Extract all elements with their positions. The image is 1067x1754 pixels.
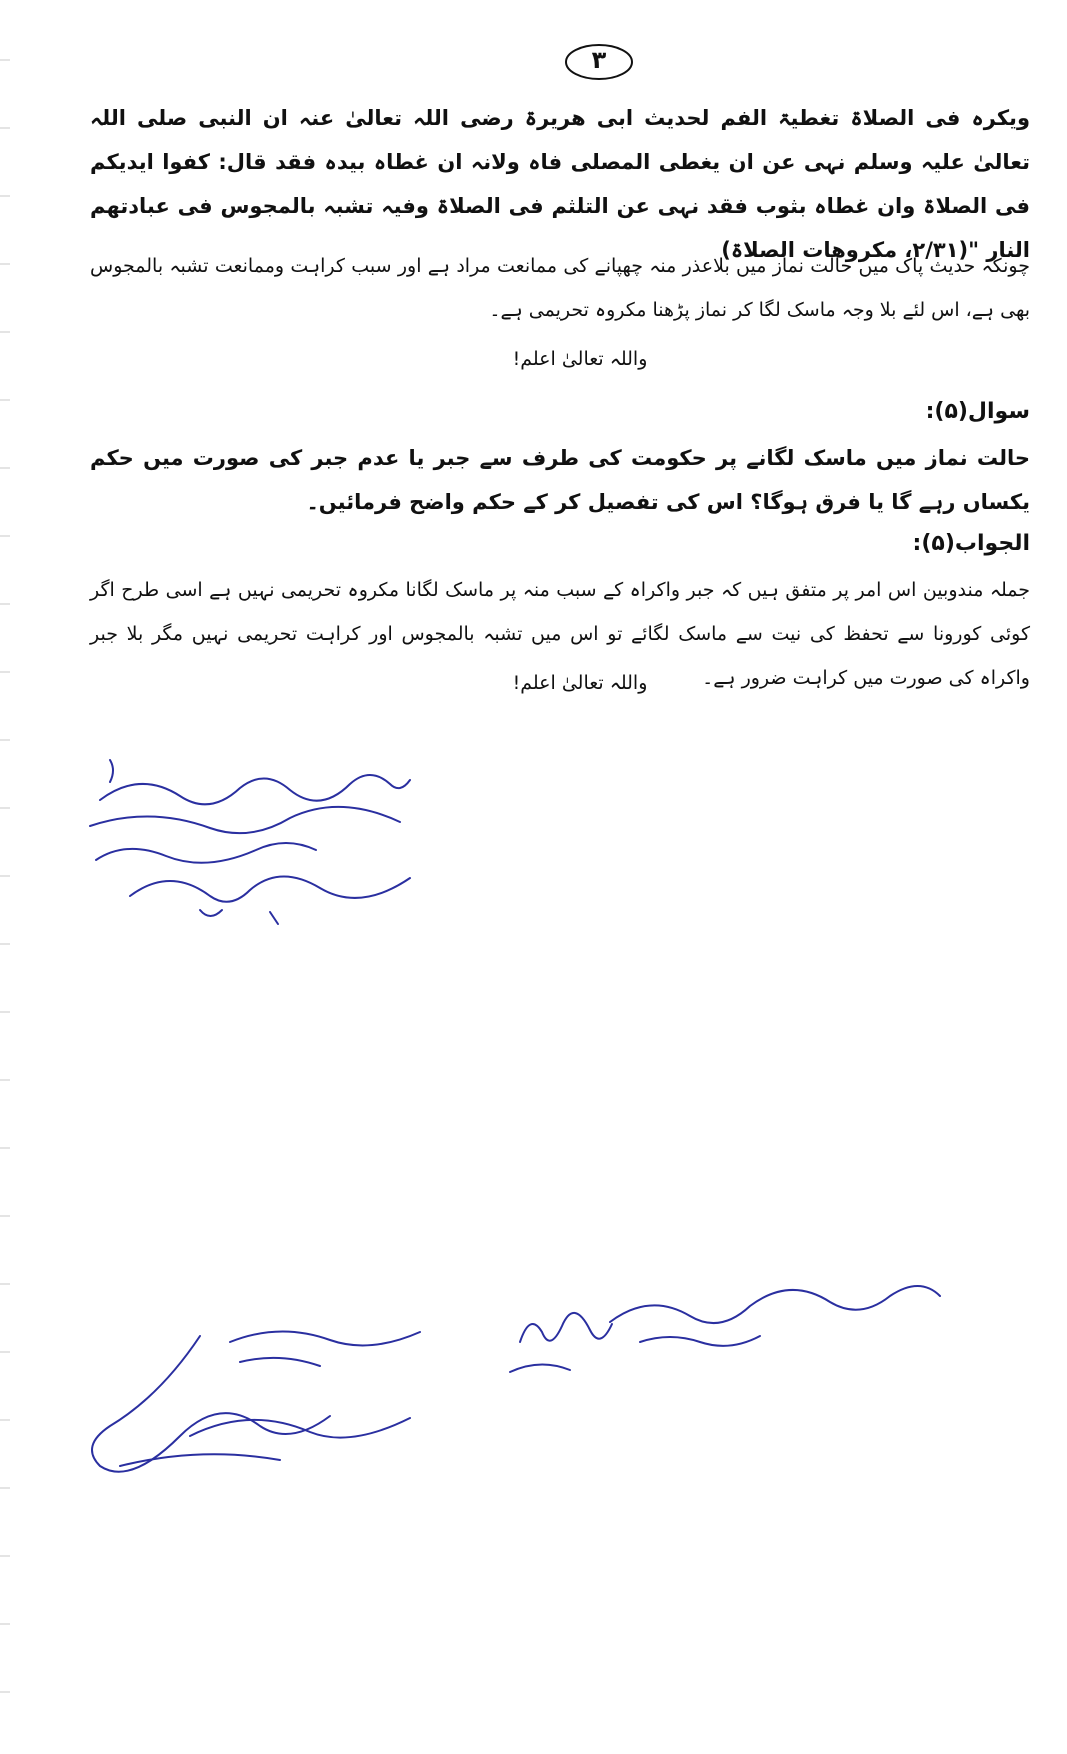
page-number: ٣ (591, 46, 607, 74)
page-number-badge (563, 42, 635, 82)
answer-text: جملہ مندوبین اس امر پر متفق ہیں کہ جبر واکراہ کے سبب منہ پر ماسک لگانا مکروہ تحریمی نہیں ہے اسی طرح اگر کوئی کورونا سے تحفظ کی نیت سے ماسک لگائے تو اس میں تشبہ بالمجوس اور کراہت تحریمی نہیں مگر بلا جبر واکراہ کی صورت میں کراہت ضرور ہے۔ (90, 579, 1030, 689)
signature-lower-left (80, 1316, 440, 1486)
left-margin-ticks (0, 0, 14, 1754)
signature-lower-right (490, 1282, 950, 1392)
arabic-quotation: ویکرہ فی الصلاۃ تغطیۃ الفم لحدیث ابی ھریرۃ رضی اللہ تعالیٰ عنہ ان النبی صلی اللہ تعالیٰ علیہ وسلم نہی عن ان یغطی المصلی فاہ ولانہ ان غطاہ بیدہ فقد قال: کفوا ایدیکم فی الصلاۃ وان غطاہ بثوب فقد نہی عن التلثم فی الصلاۃ وفیہ تشبہ بالمجوس فی عبادتھم النار "(۲/۳۱، مکروھات الصلاۃ) (90, 106, 1030, 262)
question-text: حالت نماز میں ماسک لگانے پر حکومت کی طرف سے جبر یا عدم جبر کی صورت میں حکم یکساں رہے گا یا فرق ہوگا؟ اس کی تفصیل کر کے حکم واضح فرمائیں۔ (90, 446, 1030, 514)
answer-heading: الجواب(۵): (912, 531, 1030, 556)
wallahu-alam-2: واللہ تعالیٰ اعلم! (512, 672, 648, 694)
wallahu-alam-1: واللہ تعالیٰ اعلم! (512, 348, 648, 370)
question-heading: سوال(۵): (925, 399, 1030, 424)
signature-upper (70, 740, 450, 930)
explanation-paragraph: چونکہ حدیث پاک میں حالت نماز میں بلاعذر منہ چھپانے کی ممانعت مراد ہے اور سبب کراہت وممانعت تشبہ بالمجوس بھی ہے، اس لئے بلا وجہ ماسک لگا کر نماز پڑھنا مکروہ تحریمی ہے۔ (90, 255, 1030, 321)
